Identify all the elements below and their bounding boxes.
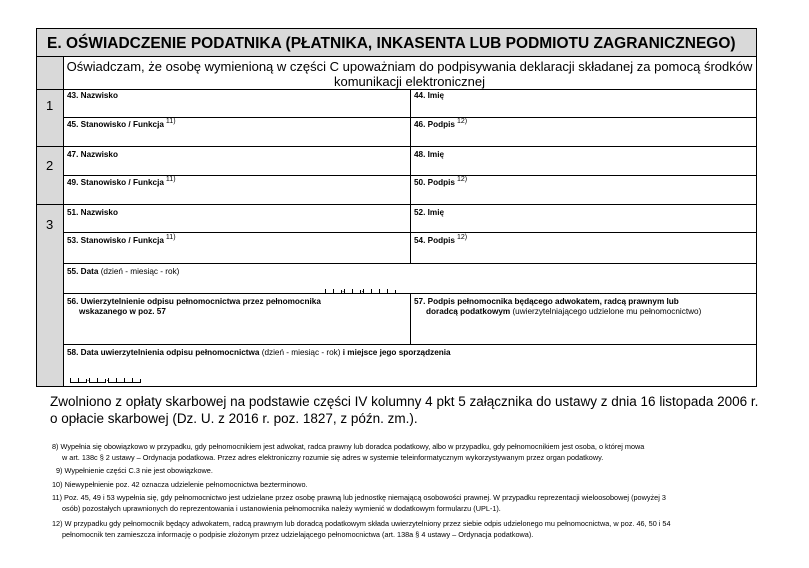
field-first-name[interactable] [414, 91, 754, 116]
field-surname[interactable] [67, 91, 407, 116]
field-label: 53. Stanowisko / Funkcja [67, 236, 164, 245]
date-boxes: . . [70, 374, 141, 383]
field-label: 54. Podpis [414, 236, 455, 245]
divider [410, 293, 411, 344]
field-hint: (dzień - miesiąc - rok) [261, 348, 341, 357]
footnote-12 [52, 518, 772, 540]
divider [63, 57, 64, 386]
field-hint: (uwierzytelniającego udzielone mu pełnomocnictwo) [512, 307, 702, 316]
footnote-line: 10) Niewypełnienie poz. 42 oznacza udzielenie pełnomocnictwa bezterminowo. [52, 480, 308, 489]
footnote-11 [52, 492, 772, 514]
footnote-line: 8) Wypełnia się obowiązkowo w przypadku, gdy pełnomocnikiem jest adwokat, radca prawny lub doradca podatkowy, albo w przypadku, gdy pełnomocnikiem jest osoba, o której mowa [52, 442, 645, 451]
footnote-line: pełnomocnik ten zamieszcza informację o podpisie złożonym przez udzielającego pełnomocnictwa (art. 138a § 4 ustawy – Ordynacja podatkowa). [62, 530, 534, 539]
field-label: 55. Data [67, 267, 99, 276]
field-first-name[interactable] [414, 150, 754, 174]
person-number: 1 [46, 98, 54, 113]
section-title: E. OŚWIADCZENIE PODATNIKA (PŁATNIKA, INKASENTA LUB PODMIOTU ZAGRANICZNEGO) [37, 29, 756, 57]
footnote-ref: 11) [165, 176, 176, 184]
footnote-ref: 12) [456, 234, 468, 242]
footnote-10 [52, 479, 772, 490]
field-label: 43. Nazwisko [67, 91, 118, 100]
divider [37, 146, 756, 147]
field-surname[interactable] [67, 208, 407, 231]
footnote-ref: 11) [165, 234, 176, 242]
field-hint: (dzień - miesiąc - rok) [100, 267, 180, 276]
field-signature[interactable] [414, 120, 754, 145]
person-number: 3 [46, 217, 54, 232]
field-label: 56. Uwierzytelnienie odpisu pełnomocnictwa przez pełnomocnika [67, 297, 321, 306]
field-label-cont: i miejsce jego sporządzenia [342, 348, 451, 357]
footnote-line: 9) Wypełnienie części C.3 nie jest obowiązkowe. [56, 466, 213, 475]
field-label: 48. Imię [414, 150, 445, 159]
footnote-line: 11) Poz. 45, 49 i 53 wypełnia się, gdy pełnomocnictwo jest udzielane przez osobę prawną lub jednostkę niemającą osobowości prawnej. W przypadku reprezentacji wieloosobowej (powyżej 3 [52, 493, 666, 502]
field-label: 49. Stanowisko / Funkcja [67, 178, 164, 187]
divider [63, 263, 756, 264]
field-signature[interactable] [414, 236, 754, 262]
field-label: 58. Data uwierzytelnienia odpisu pełnomocnictwa [67, 348, 260, 357]
divider [63, 344, 756, 345]
field-position[interactable] [67, 120, 407, 145]
field-label: 51. Nazwisko [67, 208, 118, 217]
field-label-cont: wskazanego w poz. 57 [79, 307, 166, 316]
stamp-duty-statement [50, 393, 770, 427]
field-surname[interactable] [67, 150, 407, 174]
divider [410, 89, 411, 263]
statement-line: Zwolniono z opłaty skarbowej na podstawie części IV kolumny 4 pkt 5 załącznika do ustawy z dnia 16 listopada 2006 r. [50, 394, 759, 409]
field-label: 45. Stanowisko / Funkcja [67, 120, 164, 129]
field-position[interactable] [67, 178, 407, 203]
footnote-line: 12) W przypadku gdy pełnomocnik będący adwokatem, radcą prawnym lub doradcą podatkowym składa uwierzytelniony przez siebie odpis udzielonego mu pełnomocnictwa, w poz. 46, 50 i 54 [52, 519, 671, 528]
field-label: 47. Nazwisko [67, 150, 118, 159]
footnote-ref: 12) [456, 118, 468, 126]
date-boxes: . . [325, 285, 396, 294]
field-label: 50. Podpis [414, 178, 455, 187]
field-label: 57. Podpis pełnomocnika będącego adwokatem, radcą prawnym lub [414, 297, 679, 306]
intro-text: Oświadczam, że osobę wymienioną w części C upoważniam do podpisywania deklaracji składanej za pomocą środków komunikacji elektronicznej [66, 59, 753, 89]
field-first-name[interactable] [414, 208, 754, 231]
statement-line: o opłacie skarbowej (Dz. U. z 2016 r. poz. 1827, z późn. zm.). [50, 411, 418, 426]
field-attorney-signature-57[interactable] [414, 297, 754, 343]
footnote-line: w art. 138c § 2 ustawy – Ordynacja podatkowa. Przez adres elektroniczny rozumie się adres w systemie teleinformatycznym wykorzystywanym przez organ podatkowy. [62, 453, 604, 462]
field-auth-date-58[interactable] [67, 348, 755, 385]
footnote-ref: 11) [165, 118, 176, 126]
person-number: 2 [46, 158, 54, 173]
field-label: 44. Imię [414, 91, 445, 100]
statement-intro [63, 57, 756, 90]
field-position[interactable] [67, 236, 407, 262]
footnote-ref: 12) [456, 176, 468, 184]
field-label: 52. Imię [414, 208, 445, 217]
divider [37, 89, 756, 90]
footnote-9 [52, 465, 772, 476]
field-authentication-56[interactable] [67, 297, 407, 343]
field-date-55[interactable] [67, 267, 755, 292]
field-label: 46. Podpis [414, 120, 455, 129]
divider [37, 204, 756, 205]
footnote-8 [52, 441, 772, 463]
field-label-cont: doradcą podatkowym [426, 307, 511, 316]
field-signature[interactable] [414, 178, 754, 203]
footnote-line: osób) pozostałych uprawnionych do reprezentowania i ustanowienia pełnomocnika należy wymienić w dodatkowym formularzu (UPL-1). [62, 504, 501, 513]
